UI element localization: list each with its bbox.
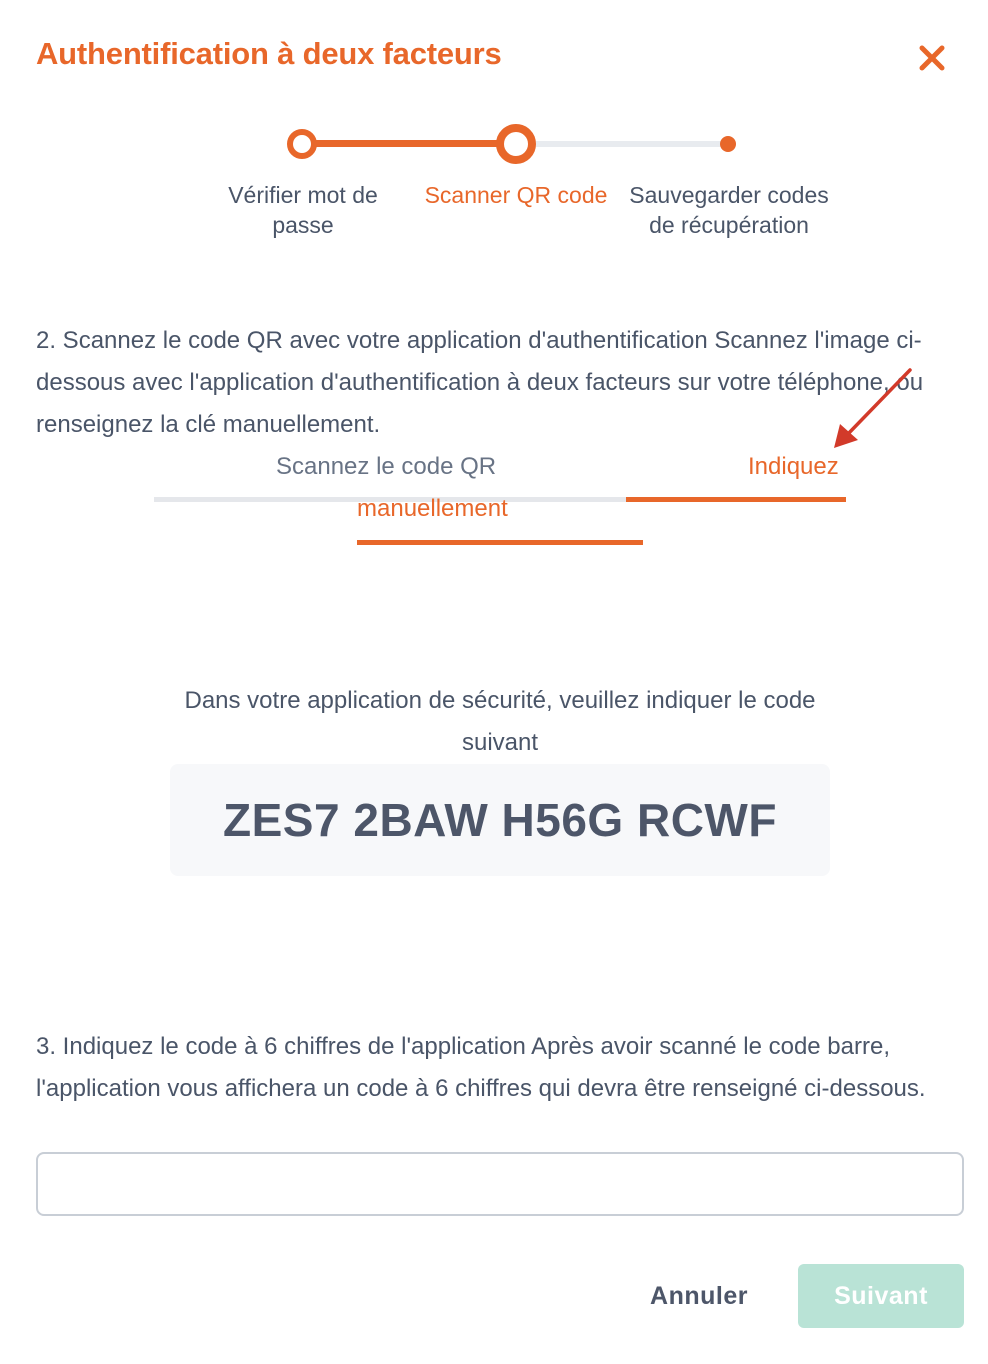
step-3-label: Sauvegarder codes de récupération [629,182,829,238]
scan-instructions: 2. Scannez le code QR avec votre application d'authentification Scannez l'image ci-dessous avec l'application d'authentification à deux facteurs sur votre téléphone, ou renseignez la clé manuellement. [36,327,924,438]
stepper-line-completed [302,140,516,147]
secret-code: ZES7 2BAW H56G RCWF [223,794,777,846]
step-1-label: Vérifier mot de passe [228,182,378,238]
modal-title: Authentification à deux facteurs [36,36,502,71]
tab-active-indicator-wrap [357,540,643,545]
step-1-dot [287,129,317,159]
verification-instructions: 3. Indiquez le code à 6 chiffres de l'application Après avoir scanné le code barre, l'application vous affichera un code à 6 chiffres qui devra être renseigné ci-dessous. [36,1033,926,1102]
arrow-annotation-icon [826,366,916,456]
tab-active-indicator [626,497,846,502]
progress-stepper [0,0,988,260]
tab-manual[interactable]: Indiquez [748,453,839,480]
verification-code-input[interactable] [36,1152,964,1216]
next-button[interactable]: Suivant [798,1264,964,1328]
step-2-label: Scanner QR code [424,182,608,208]
stepper-line-pending [516,141,728,147]
secret-code-box [170,764,830,876]
tab-manual-wrap[interactable]: manuellement [357,495,508,522]
tab-scan-qr[interactable]: Scannez le code QR [276,453,497,480]
manual-code-instruction: Dans votre application de sécurité, veuillez indiquer le code suivant [184,687,816,756]
step-2-dot [496,124,536,164]
cancel-button[interactable]: Annuler [628,1264,770,1328]
step-3-dot [720,136,736,152]
